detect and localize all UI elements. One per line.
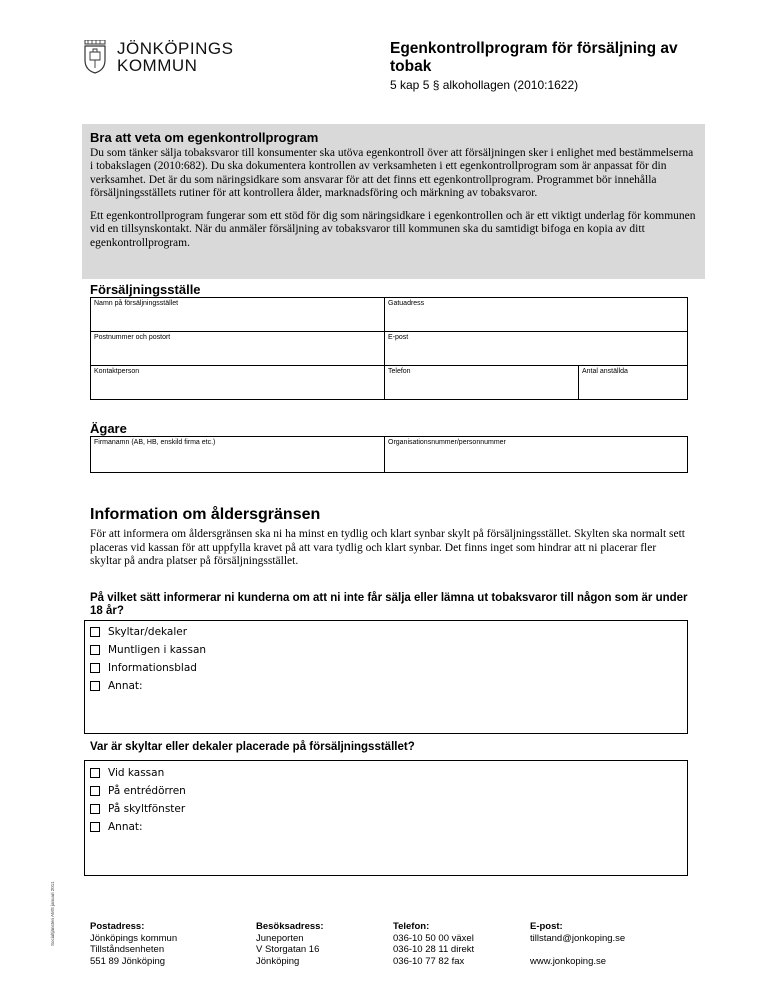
footer-line: Jönköping xyxy=(256,955,300,967)
info-heading: Bra att veta om egenkontrollprogram xyxy=(90,130,319,145)
section-heading-agare: Ägare xyxy=(90,421,127,436)
side-note: Socialtjänsten AMS januari 2011 xyxy=(50,881,55,946)
footer-web-link[interactable]: www.jonkoping.se xyxy=(530,955,607,967)
option-vid-kassan[interactable] xyxy=(90,764,687,782)
checkbox[interactable] xyxy=(90,663,100,673)
option-informationsblad[interactable] xyxy=(90,659,687,677)
footer-line: Juneporten xyxy=(256,932,304,944)
aldersgrans-text: För att informera om åldersgränsen ska ni ha minst en tydlig och klart synbar skylt på försäljningsstället. Skylten ska normalt sett placeras vid kassan för att uppfylla kravet på att vara tydlig och klart synbar. Det finns inget som hindrar att ni placerar fler skyltar på andra platser på försäljningsstället. xyxy=(90,528,686,567)
section-heading-aldersgrans: Information om åldersgränsen xyxy=(90,506,321,523)
field-label: Antal anställda xyxy=(582,368,628,375)
option-label: Vid kassan xyxy=(108,767,165,779)
field-telefon[interactable] xyxy=(385,366,579,399)
checkbox[interactable] xyxy=(90,786,100,796)
checkbox[interactable] xyxy=(90,822,100,832)
forsaljningsstalle-form xyxy=(90,297,688,400)
field-orgnr[interactable] xyxy=(385,437,687,472)
municipality-logo xyxy=(83,40,233,80)
question-1: På vilket sätt informerar ni kunderna om att ni inte får sälja eller lämna ut tobaksvaror till någon som är under 18 år? xyxy=(90,592,688,617)
question-2: Var är skyltar eller dekaler placerade på försäljningsstället? xyxy=(90,741,415,753)
field-antal-anstallda[interactable] xyxy=(579,366,687,399)
field-label: Telefon xyxy=(388,368,411,375)
option-label: Muntligen i kassan xyxy=(108,644,207,656)
info-box xyxy=(82,124,705,279)
coat-of-arms-icon xyxy=(83,40,107,74)
checkbox[interactable] xyxy=(90,804,100,814)
agare-form xyxy=(90,436,688,473)
footer-epost xyxy=(530,921,625,967)
footer-telefon xyxy=(393,921,474,967)
option-annat-2[interactable] xyxy=(90,818,687,836)
footer-line: 036-10 28 11 direkt xyxy=(393,944,475,955)
footer-email-link[interactable]: tillstand@jonkoping.se xyxy=(530,932,626,944)
option-muntligen[interactable] xyxy=(90,641,687,659)
field-label: Gatuadress xyxy=(388,300,425,307)
checkbox[interactable] xyxy=(90,627,100,637)
field-label: Postnummer och postort xyxy=(94,334,171,341)
field-kontaktperson[interactable] xyxy=(91,366,385,399)
field-label: Namn på försäljningsstället xyxy=(94,300,179,307)
checkbox[interactable] xyxy=(90,645,100,655)
footer-label: E-post: xyxy=(530,921,563,932)
field-label: E-post xyxy=(388,334,409,341)
question-1-answers xyxy=(84,620,688,734)
field-gatuadress[interactable] xyxy=(385,298,687,331)
checkbox[interactable] xyxy=(90,681,100,691)
logo-line2: KOMMUN xyxy=(117,56,198,75)
info-paragraph-2: Ett egenkontrollprogram fungerar som ett stöd för dig som näringsidkare i egenkontrollen och är ett viktigt underlag för kommunen vid en tillsynskontakt. När du anmäler försäljning av tobaksvaror till kommunen ska du samtidigt bifoga en kopia av ditt egenkontrollprogram. xyxy=(90,210,696,249)
field-postnummer[interactable] xyxy=(91,332,385,365)
footer-line: 551 89 Jönköping xyxy=(90,955,166,967)
option-entredorren[interactable] xyxy=(90,782,687,800)
option-label: Annat: xyxy=(108,680,143,692)
footer-line: V Storgatan 16 xyxy=(256,944,320,955)
footer-line: Jönköpings kommun xyxy=(90,932,178,944)
footer-label: Besöksadress: xyxy=(256,921,324,932)
info-paragraph-1: Du som tänker sälja tobaksvaror till konsumenter ska utöva egenkontroll över att försäljningen sker i enlighet med bestämmelserna i tobakslagen (2010:682). Du ska dokumentera kontrollen av verksamheten i ett egenkontrollprogram som är anpassat för din verksamhet. Det är du som näringsidkare som ansvarar för att det finns ett egenkontrollprogram. Programmet bör innehålla försäljningsställets rutiner för att kontrollera ålder, marknadsföring och märkning av tobaksvaror. xyxy=(90,147,694,199)
footer-postadress xyxy=(90,921,177,967)
logo-line1: JÖNKÖPINGS xyxy=(117,39,234,58)
option-label: Skyltar/dekaler xyxy=(108,626,188,638)
option-label: Informationsblad xyxy=(108,662,197,674)
field-epost[interactable] xyxy=(385,332,687,365)
option-label: Annat: xyxy=(108,821,143,833)
option-label: På entrédörren xyxy=(108,785,186,797)
field-label: Organisationsnummer/personnummer xyxy=(388,439,506,446)
footer-line: 036-10 50 00 växel xyxy=(393,932,474,944)
question-2-answers xyxy=(84,760,688,876)
footer-line: Tillståndsenheten xyxy=(90,944,165,955)
section-heading-forsaljningsstalle: Försäljningsställe xyxy=(90,282,201,297)
field-label: Kontaktperson xyxy=(94,368,140,375)
field-namn[interactable] xyxy=(91,298,385,331)
option-skyltar[interactable] xyxy=(90,623,687,641)
option-label: På skyltfönster xyxy=(108,803,186,815)
option-annat-1[interactable] xyxy=(90,677,687,695)
field-firmanamn[interactable] xyxy=(91,437,385,472)
footer-label: Postadress: xyxy=(90,921,145,932)
footer-besoksadress xyxy=(256,921,324,967)
checkbox[interactable] xyxy=(90,768,100,778)
footer-line: 036-10 77 82 fax xyxy=(393,955,465,967)
field-label: Firmanamn (AB, HB, enskild firma etc.) xyxy=(94,439,216,446)
document-title: Egenkontrollprogram för försäljning av tobak xyxy=(390,40,678,75)
footer-label: Telefon: xyxy=(393,921,430,932)
option-skyltfonster[interactable] xyxy=(90,800,687,818)
document-subtitle: 5 kap 5 § alkohollagen (2010:1622) xyxy=(390,78,579,92)
